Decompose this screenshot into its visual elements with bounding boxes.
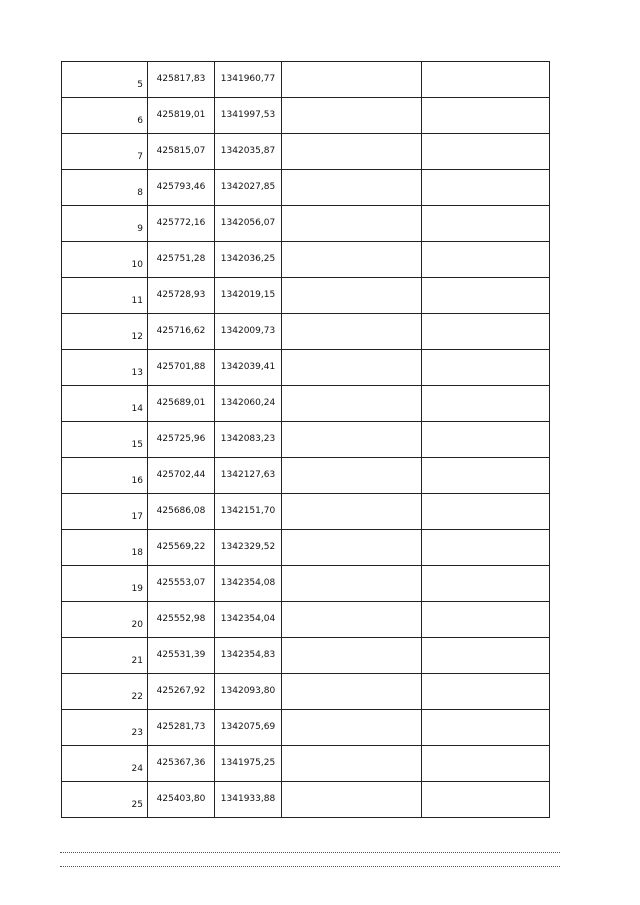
x-coordinate-cell <box>148 458 215 494</box>
empty-cell <box>422 494 550 530</box>
x-coordinate-value: 425281,73 <box>156 722 206 732</box>
x-coordinate-value: 425367,36 <box>156 758 206 768</box>
x-coordinate-value: 425553,07 <box>156 578 206 588</box>
dotted-divider-top <box>60 852 560 853</box>
empty-cell <box>422 350 550 386</box>
point-number-value: 16 <box>131 476 143 486</box>
empty-cell <box>282 62 422 98</box>
point-number-cell <box>62 170 148 206</box>
point-number-value: 14 <box>131 404 143 414</box>
empty-cell <box>282 422 422 458</box>
point-number-cell <box>62 422 148 458</box>
empty-cell <box>282 386 422 422</box>
y-coordinate-cell <box>215 242 282 278</box>
y-coordinate-cell <box>215 746 282 782</box>
point-number-cell <box>62 782 148 818</box>
empty-cell <box>282 530 422 566</box>
point-number-value: 22 <box>131 692 143 702</box>
y-coordinate-cell <box>215 314 282 350</box>
empty-cell <box>282 314 422 350</box>
table-row <box>62 134 550 170</box>
point-number-value: 24 <box>131 764 143 774</box>
table-row <box>62 422 550 458</box>
empty-cell <box>282 458 422 494</box>
point-number-cell <box>62 242 148 278</box>
x-coordinate-value: 425815,07 <box>156 146 206 156</box>
y-coordinate-value: 1341933,88 <box>220 794 276 804</box>
empty-cell <box>282 350 422 386</box>
x-coordinate-value: 425716,62 <box>156 326 206 336</box>
table-row <box>62 62 550 98</box>
x-coordinate-cell <box>148 782 215 818</box>
table-row <box>62 710 550 746</box>
empty-cell <box>422 674 550 710</box>
y-coordinate-cell <box>215 350 282 386</box>
x-coordinate-cell <box>148 134 215 170</box>
empty-cell <box>282 638 422 674</box>
y-coordinate-value: 1342127,63 <box>220 470 276 480</box>
y-coordinate-value: 1341975,25 <box>220 758 276 768</box>
table-row <box>62 674 550 710</box>
x-coordinate-cell <box>148 386 215 422</box>
point-number-cell <box>62 566 148 602</box>
x-coordinate-value: 425793,46 <box>156 182 206 192</box>
table-row <box>62 170 550 206</box>
y-coordinate-cell <box>215 170 282 206</box>
point-number-cell <box>62 530 148 566</box>
empty-cell <box>282 494 422 530</box>
x-coordinate-value: 425689,01 <box>156 398 206 408</box>
point-number-value: 19 <box>131 584 143 594</box>
point-number-value: 25 <box>131 800 143 810</box>
point-number-value: 17 <box>131 512 143 522</box>
y-coordinate-value: 1342075,69 <box>220 722 276 732</box>
empty-cell <box>282 278 422 314</box>
point-number-value: 7 <box>137 152 143 162</box>
point-number-cell <box>62 98 148 134</box>
y-coordinate-cell <box>215 530 282 566</box>
coordinates-table <box>61 61 550 818</box>
point-number-cell <box>62 62 148 98</box>
y-coordinate-cell <box>215 566 282 602</box>
y-coordinate-cell <box>215 602 282 638</box>
y-coordinate-value: 1342060,24 <box>220 398 276 408</box>
point-number-cell <box>62 350 148 386</box>
empty-cell <box>422 98 550 134</box>
table-row <box>62 98 550 134</box>
x-coordinate-cell <box>148 530 215 566</box>
table-row <box>62 242 550 278</box>
empty-cell <box>282 674 422 710</box>
y-coordinate-value: 1342083,23 <box>220 434 276 444</box>
point-number-value: 6 <box>137 116 143 126</box>
empty-cell <box>422 278 550 314</box>
point-number-cell <box>62 638 148 674</box>
x-coordinate-cell <box>148 494 215 530</box>
x-coordinate-value: 425569,22 <box>156 542 206 552</box>
y-coordinate-cell <box>215 386 282 422</box>
point-number-cell <box>62 602 148 638</box>
table-row <box>62 602 550 638</box>
y-coordinate-value: 1342354,83 <box>220 650 276 660</box>
x-coordinate-cell <box>148 674 215 710</box>
empty-cell <box>422 602 550 638</box>
empty-cell <box>282 242 422 278</box>
x-coordinate-cell <box>148 278 215 314</box>
y-coordinate-value: 1341997,53 <box>220 110 276 120</box>
empty-cell <box>422 242 550 278</box>
empty-cell <box>422 782 550 818</box>
table-row <box>62 314 550 350</box>
y-coordinate-cell <box>215 134 282 170</box>
point-number-cell <box>62 494 148 530</box>
y-coordinate-value: 1342019,15 <box>220 290 276 300</box>
empty-cell <box>282 782 422 818</box>
y-coordinate-value: 1342093,80 <box>220 686 276 696</box>
y-coordinate-cell <box>215 458 282 494</box>
y-coordinate-value: 1342035,87 <box>220 146 276 156</box>
empty-cell <box>422 422 550 458</box>
empty-cell <box>282 98 422 134</box>
point-number-cell <box>62 710 148 746</box>
x-coordinate-cell <box>148 314 215 350</box>
x-coordinate-cell <box>148 422 215 458</box>
empty-cell <box>282 602 422 638</box>
empty-cell <box>422 62 550 98</box>
x-coordinate-value: 425817,83 <box>156 74 206 84</box>
y-coordinate-value: 1342027,85 <box>220 182 276 192</box>
empty-cell <box>282 746 422 782</box>
x-coordinate-cell <box>148 638 215 674</box>
x-coordinate-cell <box>148 566 215 602</box>
dotted-divider-bottom <box>60 866 560 867</box>
y-coordinate-value: 1342329,52 <box>220 542 276 552</box>
x-coordinate-cell <box>148 62 215 98</box>
empty-cell <box>422 458 550 494</box>
x-coordinate-cell <box>148 170 215 206</box>
point-number-value: 11 <box>131 296 143 306</box>
y-coordinate-cell <box>215 674 282 710</box>
x-coordinate-value: 425403,80 <box>156 794 206 804</box>
x-coordinate-cell <box>148 602 215 638</box>
x-coordinate-value: 425819,01 <box>156 110 206 120</box>
y-coordinate-cell <box>215 494 282 530</box>
point-number-cell <box>62 278 148 314</box>
y-coordinate-value: 1342036,25 <box>220 254 276 264</box>
x-coordinate-value: 425686,08 <box>156 506 206 516</box>
point-number-cell <box>62 386 148 422</box>
y-coordinate-value: 1342151,70 <box>220 506 276 516</box>
y-coordinate-cell <box>215 206 282 242</box>
table-row <box>62 782 550 818</box>
empty-cell <box>422 314 550 350</box>
x-coordinate-cell <box>148 206 215 242</box>
x-coordinate-value: 425751,28 <box>156 254 206 264</box>
table-row <box>62 278 550 314</box>
table-row <box>62 458 550 494</box>
y-coordinate-cell <box>215 782 282 818</box>
empty-cell <box>282 206 422 242</box>
x-coordinate-value: 425728,93 <box>156 290 206 300</box>
empty-cell <box>282 134 422 170</box>
point-number-cell <box>62 674 148 710</box>
coordinates-table-body <box>62 62 550 818</box>
point-number-cell <box>62 458 148 494</box>
table-row <box>62 638 550 674</box>
y-coordinate-value: 1342354,08 <box>220 578 276 588</box>
x-coordinate-cell <box>148 98 215 134</box>
x-coordinate-cell <box>148 350 215 386</box>
x-coordinate-value: 425702,44 <box>156 470 206 480</box>
y-coordinate-cell <box>215 710 282 746</box>
y-coordinate-cell <box>215 62 282 98</box>
x-coordinate-value: 425531,39 <box>156 650 206 660</box>
y-coordinate-cell <box>215 98 282 134</box>
x-coordinate-value: 425772,16 <box>156 218 206 228</box>
y-coordinate-value: 1342354,04 <box>220 614 276 624</box>
empty-cell <box>422 530 550 566</box>
y-coordinate-value: 1341960,77 <box>220 74 276 84</box>
y-coordinate-value: 1342056,07 <box>220 218 276 228</box>
y-coordinate-value: 1342009,73 <box>220 326 276 336</box>
table-row <box>62 530 550 566</box>
point-number-cell <box>62 206 148 242</box>
point-number-value: 21 <box>131 656 143 666</box>
point-number-value: 20 <box>131 620 143 630</box>
table-row <box>62 350 550 386</box>
point-number-value: 5 <box>137 80 143 90</box>
point-number-value: 15 <box>131 440 143 450</box>
x-coordinate-cell <box>148 242 215 278</box>
point-number-value: 12 <box>131 332 143 342</box>
y-coordinate-cell <box>215 422 282 458</box>
point-number-cell <box>62 314 148 350</box>
empty-cell <box>282 710 422 746</box>
point-number-cell <box>62 134 148 170</box>
y-coordinate-value: 1342039,41 <box>220 362 276 372</box>
empty-cell <box>422 170 550 206</box>
y-coordinate-cell <box>215 278 282 314</box>
x-coordinate-value: 425552,98 <box>156 614 206 624</box>
table-row <box>62 566 550 602</box>
table-row <box>62 494 550 530</box>
empty-cell <box>422 710 550 746</box>
point-number-value: 8 <box>137 188 143 198</box>
point-number-cell <box>62 746 148 782</box>
point-number-value: 10 <box>131 260 143 270</box>
empty-cell <box>422 746 550 782</box>
empty-cell <box>422 134 550 170</box>
point-number-value: 9 <box>137 224 143 234</box>
x-coordinate-value: 425725,96 <box>156 434 206 444</box>
x-coordinate-value: 425701,88 <box>156 362 206 372</box>
empty-cell <box>422 206 550 242</box>
table-row <box>62 386 550 422</box>
y-coordinate-cell <box>215 638 282 674</box>
empty-cell <box>422 638 550 674</box>
point-number-value: 13 <box>131 368 143 378</box>
x-coordinate-cell <box>148 746 215 782</box>
table-row <box>62 746 550 782</box>
x-coordinate-cell <box>148 710 215 746</box>
empty-cell <box>282 170 422 206</box>
empty-cell <box>282 566 422 602</box>
empty-cell <box>422 566 550 602</box>
x-coordinate-value: 425267,92 <box>156 686 206 696</box>
point-number-value: 23 <box>131 728 143 738</box>
empty-cell <box>422 386 550 422</box>
point-number-value: 18 <box>131 548 143 558</box>
table-row <box>62 206 550 242</box>
